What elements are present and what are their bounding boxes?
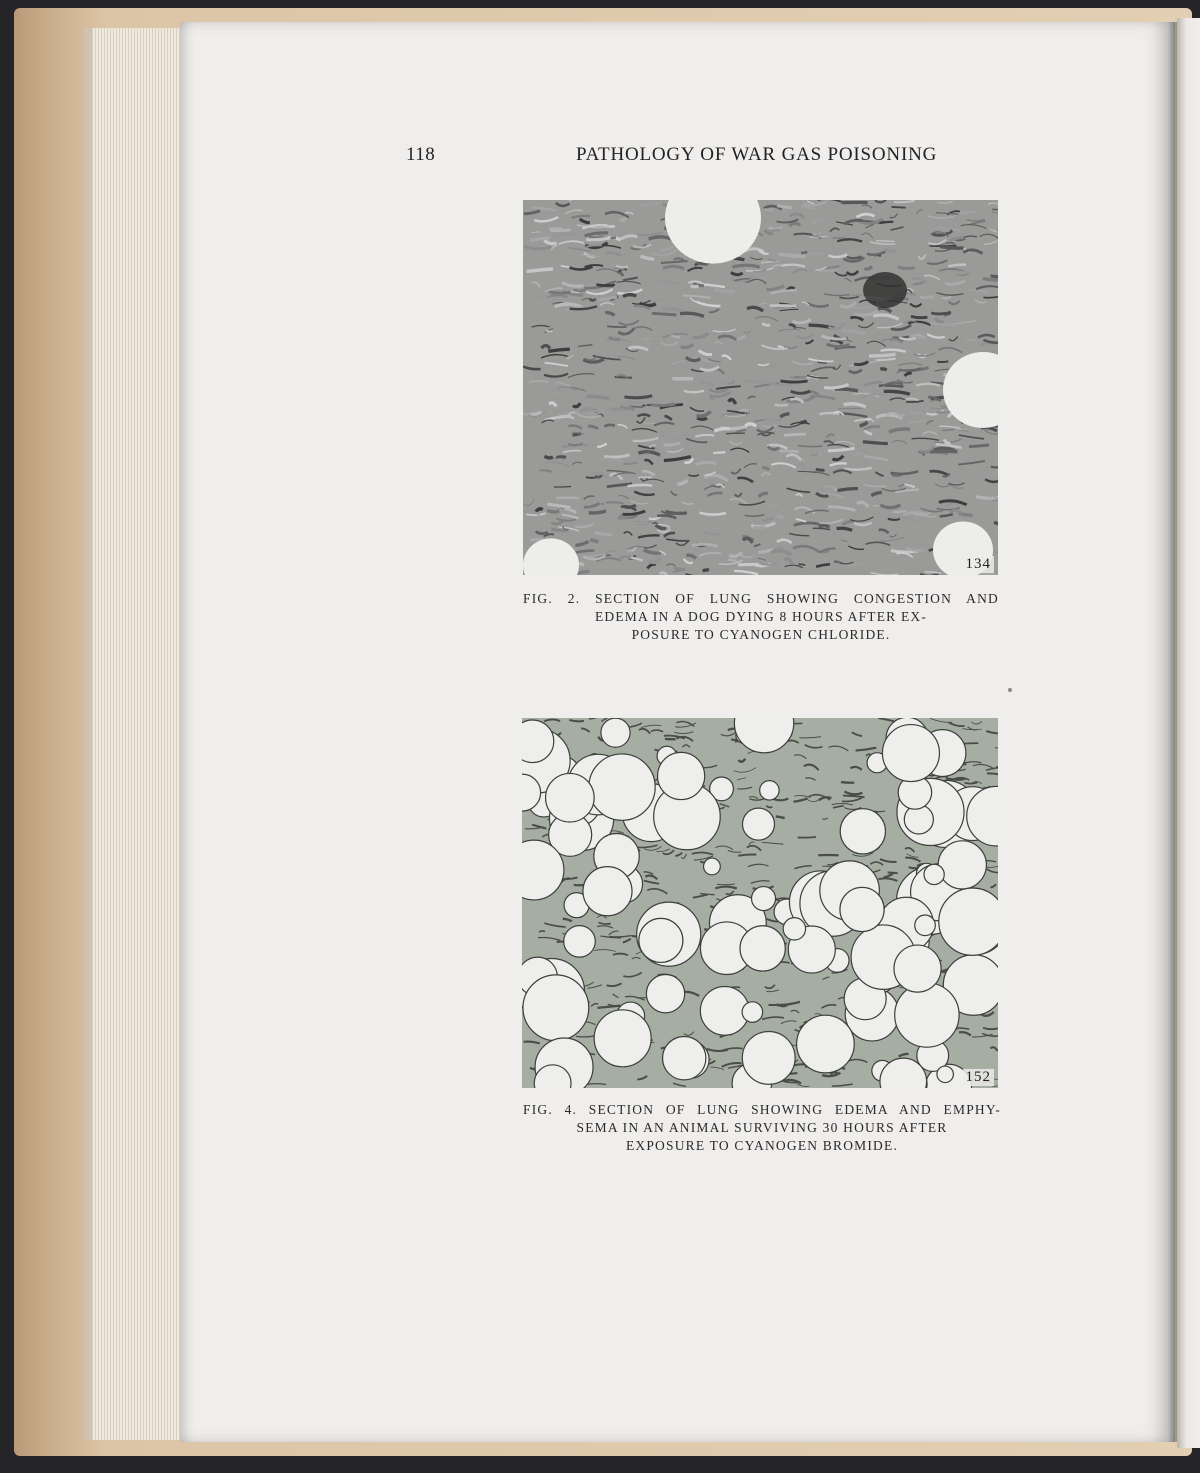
lung-section-congestion-image bbox=[523, 200, 998, 575]
lung-section-emphysema-image bbox=[522, 718, 998, 1088]
plate-number: 152 bbox=[963, 1069, 995, 1086]
plate-number: 134 bbox=[963, 556, 995, 573]
figure-2-caption bbox=[523, 590, 999, 644]
figure-4-photomicrograph bbox=[522, 718, 998, 1088]
running-title: PATHOLOGY OF WAR GAS POISONING bbox=[576, 144, 938, 165]
caption-line: FIG. 2. SECTION OF LUNG SHOWING CONGESTION AND bbox=[523, 591, 999, 606]
paper-speck bbox=[1008, 688, 1012, 692]
facing-page-edge bbox=[1177, 18, 1200, 1448]
caption-line: EXPOSURE TO CYANOGEN BROMIDE. bbox=[625, 1138, 899, 1153]
caption-line: EDEMA IN A DOG DYING 8 HOURS AFTER EX- bbox=[594, 609, 928, 624]
page-block-edge-shadow bbox=[84, 28, 92, 1440]
figure-2-photomicrograph bbox=[523, 200, 998, 575]
page-block-edges bbox=[84, 28, 194, 1440]
caption-line: POSURE TO CYANOGEN CHLORIDE. bbox=[631, 627, 891, 642]
page-number: 118 bbox=[406, 144, 436, 165]
caption-line: FIG. 4. SECTION OF LUNG SHOWING EDEMA AND EMPHY- bbox=[523, 1102, 1001, 1117]
caption-line: SEMA IN AN ANIMAL SURVIVING 30 HOURS AFTER bbox=[576, 1120, 948, 1135]
figure-4-caption bbox=[523, 1101, 1001, 1155]
